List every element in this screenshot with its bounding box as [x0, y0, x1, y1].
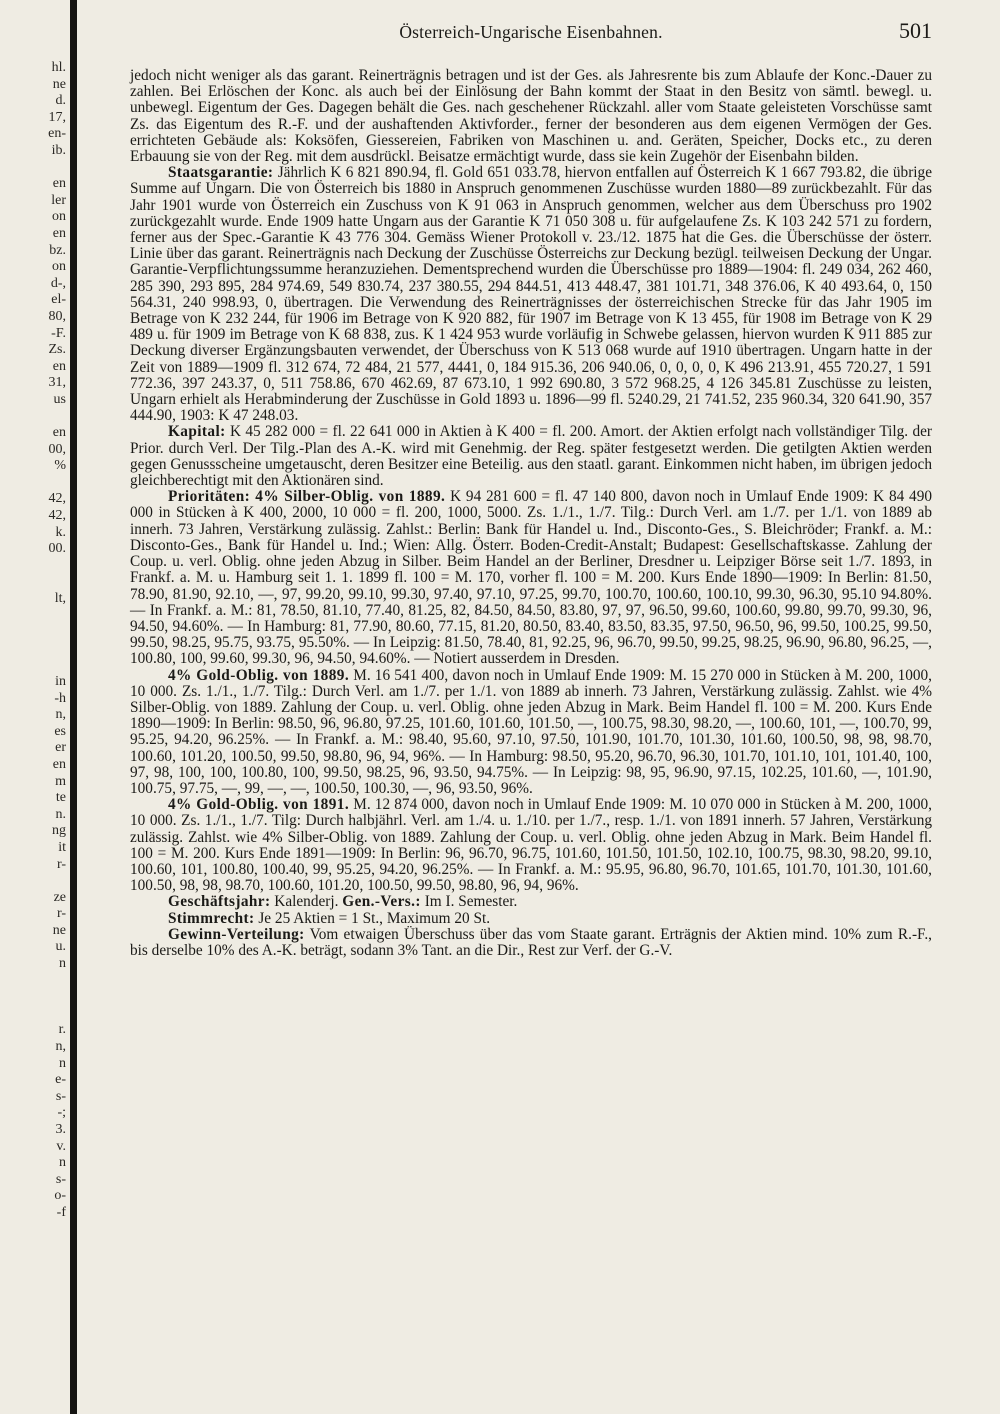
margin-fragment: en: [52, 225, 66, 241]
margin-fragment: en-: [48, 126, 66, 142]
margin-fragment: en: [52, 756, 66, 772]
prioritaeten-heading: Prioritäten: 4% Silber-Oblig. von 1889.: [168, 488, 446, 506]
prioritaeten-text: K 94 281 600 = fl. 47 140 800, davon noch in Umlauf Ende 1909: K 84 490 000 in Stücken à K 400, 2000, 10 000 = fl. 200, 1000, 5000. Zs. 1./1., 1./7. Tilg.: Durch Verl. am 1./7. per 1./1. von 1889 ab innerh. 73 Jahren, Verstärkung zulässig. Zahlst.: Berlin: Bank für Handel u. Ind., Disconto-Ges., S. Bleichröder; Frankf. a. M.: Disconto-Ges., Bank für Handel u. Ind.; Wien: Allg. Österr. Boden-Credit-Anstalt; Budapest: Gesellschaftskasse. Zahlung der Coup. u. verl. Oblig. ohne jeden Abzug in Silber. Beim Handel an der Berliner, Dresdner u. Leipziger Börse seit 1./7. 1893, in Frankf. a. M. u. Hamburg seit 1. 1. 1899 fl. 100 = M. 170, vorher fl. 100 = M. 200. Kurs Ende 1890—1909: In Berlin: 81.50, 78.90, 81.90, 92.10, —, 97, 99.20, 99.10, 99.30, 97.40, 97.10, 97.25, 99.70, 100.70, 100.60, 100.10, 99.30, 96.30, 95.10 94.80%. — In Frankf. a. M.: 81, 78.50, 81.10, 77.40, 81.25, 82, 84.50, 84.50, 83.80, 97, 97, 96.50, 99.60, 100.60, 99.80, 99.70, 99.30, 96, 94.50, 94.60%. — In Hamburg: 81, 77.90, 80.60, 77.15, 81.20, 80.50, 83.40, 83.50, 83.35, 97.50, 96.50, 96, 99.50, 100.25, 99.50, 99.50, 98.25, 95.75, 93.75, 95.50%. — In Leipzig: 81.50, 78.40, 81, 92.25, 96, 96.70, 99.50, 99.25, 98.25, 96.90, 96.80, 96.25, —, 100.80, 100, 99.60, 99.30, 96, 94.50, 94.60%. — Notiert ausserdem in Dresden.: [130, 488, 932, 668]
margin-fragment: m: [55, 773, 66, 789]
margin-fragment: r.: [58, 1022, 66, 1038]
geschaeftsjahr-heading: Geschäftsjahr:: [168, 893, 271, 911]
margin-fragment: d.: [55, 93, 66, 109]
binding-gutter: [70, 0, 77, 1414]
page-number: 501: [899, 18, 932, 43]
margin-fragment: lt,: [54, 591, 66, 606]
margin-fragment: ng: [52, 823, 66, 839]
margin-fragment: n.: [55, 806, 66, 822]
margin-fragment: k.: [55, 524, 66, 540]
kapital-paragraph: [130, 424, 932, 489]
stimmrecht-paragraph: [130, 911, 932, 927]
gen-vers-heading: Gen.-Vers.:: [342, 893, 421, 911]
margin-fragment: [0, 657, 66, 674]
staatsgarantie-text: Jährlich K 6 821 890.94, fl. Gold 651 033.78, hiervon entfallen auf Österreich K 1 667 793.82, die übrige Summe auf Ungarn. Die von Österreich bis 1880 in Anspruch genommenen Zuschüsse wurden 1880—89 zurückbezahlt. Für das Jahr 1901 wurde von Österreich ein Zuschuss von K 91 063 in Anspruch genommen, welcher aus dem Überschuss pro 1902 zurückgezahlt wurde. Ende 1909 hatte Ungarn aus der Garantie K 71 050 308 u. für aufgelaufene Zs. K 103 242 571 zu fordern, ferner aus der Spec.-Garantie K 43 776 304. Gemäss Wiener Protokoll v. 23./12. 1875 hat die Ges. die Überschüsse der österr. Linie über das garant. Reinerträgnis nach Deckung der Zuschüsse Österreichs zur Deckung bezügl. teilweisen Deckung der Ungar. Garantie-Verpflichtungssumme heranzuziehen. Dementsprechend wurden die Überschüsse pro 1889—1904: fl. 249 034, 262 460, 285 390, 293 895, 284 974.69, 549 830.74, 237 380.55, 294 844.51, 413 448.47, 381 101.71, 348 376.06, K 40 493.64, 0, 150 564.31, 240 998.93, 0, übertragen. Die Verwendung des Reinerträgnisses der österreichischen Strecke für das Jahr 1905 im Betrage von K 232 244, für 1906 im Betrage von K 920 882, für 1907 im Betrage von K 13 455, für 1908 im Betrage von K 29 489 u. für 1909 im Betrage von K 68 838, zus. K 1 424 953 wurde vorläufig in Schwebe gelassen, hiervon wurden K 911 885 zur Deckung diverser Ergänzungsbauten verwendet, der Überschuss von K 513 068 wurde auf 1910 übertragen. Ungarn hatte in der Zeit von 1889—1909 fl. 312 674, 72 484, 21 577, 4441, 0, 184 915.36, 206 940.06, 0, 0, 0, 0, K 496 213.91, 455 720.27, 1 591 772.36, 397 243.37, 0, 511 758.86, 670 462.69, 87 673.10, 1 992 690.80, 3 572 968.25, 4 126 345.81 Zuschüsse zu leisten, Ungarn erhielt als Herabminderung der Zuschüsse in Gold 1893 u. 1896—99 fl. 5240.29, 21 741.52, 235 960.34, 320 641.90, 357 444.90, 1903: K 47 248.03.: [130, 164, 932, 425]
prioritaeten-paragraph: [130, 489, 932, 667]
margin-fragment: d-,: [50, 275, 66, 291]
margin-fragment: ler: [51, 192, 66, 208]
margin-fragment: 00,: [48, 441, 66, 457]
gen-vers-text: Im I. Semester.: [424, 893, 518, 911]
margin-fragment: u.: [55, 939, 66, 955]
margin-fragment: e-: [55, 1072, 66, 1088]
margin-fragment: n: [59, 956, 66, 972]
margin-fragment: [0, 641, 66, 658]
margin-fragment: 00.: [48, 541, 66, 557]
running-title: Österreich-Ungarische Eisenbahnen.: [399, 22, 663, 42]
margin-fragment: 42,: [48, 491, 66, 507]
margin-fragment: %: [54, 458, 66, 474]
margin-fragment: n: [59, 1155, 66, 1171]
margin-fragment: us: [53, 391, 66, 407]
gewinn-verteilung-text: Vom etwaigen Überschuss über das vom Staate garant. Erträgnis der Aktien mind. 10% zum R.-F., bis derselbe 10% des A.-K. beträgt, sodann 3% Tant. an die Dir., Rest zur Verf. der G.-V.: [130, 925, 932, 959]
margin-fragment: on: [52, 209, 66, 225]
kapital-heading: Kapital:: [168, 423, 226, 441]
staatsgarantie-paragraph: [130, 165, 932, 424]
margin-fragment: -h: [54, 690, 66, 706]
margin-fragment: -;: [57, 1105, 66, 1121]
margin-fragment: 31,: [48, 375, 66, 391]
margin-fragment: el-: [51, 292, 66, 308]
intro-paragraph: jedoch nicht weniger als das garant. Reinerträgnis betragen und ist der Ges. als Jahresrente bis zum Ablaufe der Konc.-Dauer zu zahlen. Bei Erlöschen der Konc. als auch bei der Einlösung der Bahn kommt der Staat in den Besitz von sämtl. bewegl. u. unbewegl. Eigentum der Ges. Dagegen behält die Ges. nach geschehener Rückzahl. aller vom Staate geleisteten Vorschüsse samt Zs. das Eigentum des R.-F. und der aushaftenden Aktivforder., ferner der besonderen aus dem eigenen Vermögen der Ges. errichteten Gebäude als: Koksöfen, Giessereien, Fabriken von Maschinen u. and. Geräten, Speicher, Docks etc., zu deren Erbauung sie von der Reg. mit dem ausdrückl. Beisatze ermächtigt wurde, dass sie kein Zugehör der Eisenbahn bilden.: [130, 67, 932, 166]
staatsgarantie-heading: Staatsgarantie:: [168, 164, 274, 182]
margin-fragment: Zs.: [48, 342, 66, 358]
margin-fragment: [0, 873, 66, 890]
margin-fragment: en: [52, 425, 66, 441]
margin-fragment: ib.: [51, 142, 66, 158]
margin-fragment: it: [58, 839, 66, 855]
margin-fragment: es: [54, 723, 66, 739]
margin-fragment: [0, 408, 66, 425]
gold-oblig-1891-text: M. 12 874 000, davon noch in Umlauf Ende 1909: M. 10 070 000 in Stücken à M. 200, 1000, 10 000. Zs. 1./1., 1./7. Tilg: Durch halbjährl. Verl. am 1./4. u. 1./10. per 1./7., resp. 1./1. von 1891 innerh. 57 Jahren, Verstärkung zulässig. Zahlst. wie 4% Silber-Oblig. von 1889. Zahlung der Coup. u. verl. Oblig. ohne jeden Abzug in Mark. Beim Handel fl. 100 = M. 200. Kurs Ende 1891—1909: In Berlin: 96, 96.70, 96.75, 101.60, 101.50, 101.50, 102.10, 100.75, 98.30, 98.20, 99.10, 100.60, 101, 100.80, 100.40, 99, 95.25, 94.20, 96.25%. — In Frankf. a. M.: 95.95, 96.80, 96.70, 101.65, 101.70, 101.30, 101.60, 100.50, 98, 98, 98.70, 100.60, 101.20, 100.50, 99.50, 98.80, 96, 94, 96%.: [130, 796, 932, 895]
gold-oblig-1889-text: M. 16 541 400, davon noch in Umlauf Ende 1909: M. 15 270 000 in Stücken à M. 200, 1000, 10 000. Zs. 1./1., 1./7. Tilg.: Durch Verl. am 1./7. per 1./1. von 1889 ab innerh. 73 Jahren, Verstärkung zulässig. Zahlst. wie 4% Silber-Oblig. von 1889. Zahlung der Coup. u. verl. Oblig. ohne jeden Abzug in Mark. Beim Handel fl. 100 = M. 200. Kurs Ende 1890—1909: In Berlin: 98.50, 96, 96.80, 97.25, 101.60, 101.60, 101.50, —, 100.75, 98.30, 98.20, —, 100.60, 101, —, 100.70, 99, 95.25, 94.20, 96.25%. — In Frankf. a. M.: 98.40, 95.60, 97.10, 97.50, 101.90, 101.70, 101.30, 101.60, 100.50, 98, 98, 98.70, 100.60, 101.20, 100.50, 99.50, 98.80, 96, 94, 96%. — In Hamburg: 98.50, 95.20, 96.70, 96.30, 101.70, 101.10, 101, 101.40, 100, 97, 98, 100, 100, 100.80, 100, 99.50, 98.25, 96, 93.50, 94.75%. — In Leipzig: 98, 95, 96.90, 97.15, 102.25, 101.60, —, 101.90, 100.75, 97.75, —, 99, —, —, 100.50, 100.30, —, 96, 93.50, 96%.: [130, 666, 932, 797]
margin-fragment: [0, 624, 66, 641]
margin-fragment: [0, 574, 66, 591]
gewinn-verteilung-heading: Gewinn-Verteilung:: [168, 925, 305, 943]
margin-fragment: ne: [52, 76, 66, 92]
margin-fragment: r-: [56, 906, 66, 922]
gewinn-verteilung-paragraph: [130, 927, 932, 959]
margin-fragment: ze: [53, 889, 66, 905]
margin-fragment: [0, 558, 66, 575]
margin-fragment: bz.: [49, 242, 66, 258]
margin-fragment: s-: [55, 1088, 66, 1104]
geschaeftsjahr-text: Kalenderj.: [274, 893, 339, 911]
margin-fragment: r-: [56, 856, 66, 872]
adjacent-page-margin: [0, 60, 66, 1222]
margin-fragment: n: [59, 1055, 66, 1071]
margin-fragment: 17,: [48, 109, 66, 125]
gold-oblig-1889-paragraph: [130, 668, 932, 798]
margin-fragment: o-: [54, 1188, 66, 1204]
margin-fragment: [0, 973, 66, 990]
geschaeftsjahr-paragraph: [130, 894, 932, 910]
margin-fragment: n,: [55, 707, 66, 723]
gold-oblig-1891-paragraph: [130, 797, 932, 894]
page-header: [130, 18, 932, 50]
gold-oblig-1891-heading: 4% Gold-Oblig. von 1891.: [168, 796, 350, 814]
margin-fragment: [0, 1006, 66, 1023]
margin-fragment: 80,: [48, 308, 66, 324]
margin-fragment: n,: [55, 1039, 66, 1055]
page-body: [130, 68, 932, 959]
margin-fragment: hl.: [51, 60, 66, 75]
margin-fragment: er: [55, 740, 66, 756]
kapital-text: K 45 282 000 = fl. 22 641 000 in Aktien à K 400 = fl. 200. Amort. der Aktien erfolgt nach vollständiger Tilg. der Prior. durch Verl. Der Tilg.-Plan des A.-K. wird mit Genehmig. der Reg. später festgesetzt werden. Die getilgten Aktien werden gegen Genussscheine umgetauscht, deren Besitzer eine Beteilig. aus den staatl. garant. Einkommen nicht haben, im übrigen jedoch gleichberechtigt mit den Aktionären sind.: [130, 423, 933, 490]
margin-fragment: 42,: [48, 508, 66, 524]
margin-fragment: [0, 989, 66, 1006]
margin-fragment: [0, 475, 66, 492]
margin-fragment: [0, 608, 66, 625]
stimmrecht-text: Je 25 Aktien = 1 St., Maximum 20 St.: [258, 909, 491, 927]
margin-fragment: -f: [56, 1204, 66, 1220]
margin-fragment: te: [55, 790, 66, 806]
margin-fragment: 3.: [55, 1122, 66, 1137]
margin-fragment: ne: [52, 922, 66, 938]
gold-oblig-1889-heading: 4% Gold-Oblig. von 1889.: [168, 666, 350, 684]
margin-fragment: v.: [56, 1138, 66, 1154]
margin-fragment: en: [52, 176, 66, 192]
margin-fragment: [0, 160, 66, 177]
margin-fragment: on: [52, 259, 66, 275]
stimmrecht-heading: Stimmrecht:: [168, 909, 255, 927]
margin-fragment: en: [52, 358, 66, 374]
margin-fragment: s-: [55, 1171, 66, 1187]
margin-fragment: -F.: [51, 325, 66, 341]
margin-fragment: in: [55, 673, 66, 689]
